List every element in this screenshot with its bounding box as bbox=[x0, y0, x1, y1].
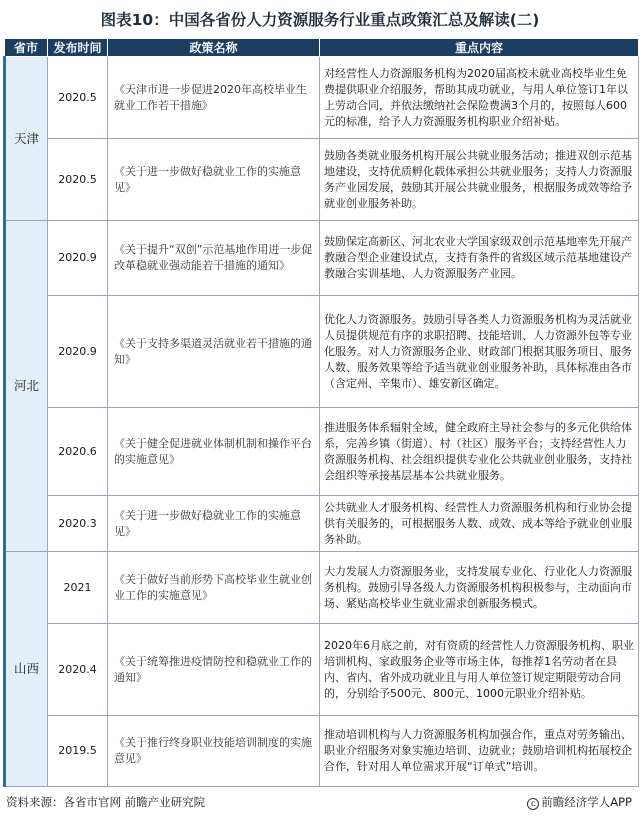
content-cell: 大力发展人力资源服务业，支持发展专业化、行业化人力资源服务机构。鼓励引导各级人力资源服务机构积极参与，主动面向市场、紧贴高校毕业生就业需求创新服务模式。 bbox=[320, 552, 639, 624]
table-row bbox=[5, 57, 639, 139]
header-date: 发布时间 bbox=[48, 39, 108, 57]
province-cell-hebei: 河北 bbox=[5, 221, 48, 552]
date-cell: 2020.6 bbox=[48, 408, 108, 496]
policy-cell: 《关于健全促进就业体制机制和操作平台的实施意见》 bbox=[108, 408, 320, 496]
table-row bbox=[5, 221, 639, 296]
province-cell-shanxi: 山西 bbox=[5, 552, 48, 787]
policy-cell: 《关于进一步做好稳就业工作的实施意见》 bbox=[108, 139, 320, 221]
content-cell: 优化人力资源服务。鼓励引导各类人力资源服务机构为灵活就业人员提供规范有序的求职招聘、技能培训、人力资源外包等专业化服务。对人力资源服务企业、财政部门根据其服务项目、服务人数、服务效果等给予适当就业创业服务补助，具体标准由各市（含定州、辛集市）、雄安新区确定。 bbox=[320, 296, 639, 408]
content-cell: 推进服务体系辐射全域，健全政府主导社会参与的多元化供给体系，完善乡镇（街道）、村（社区）服务平台；支持经营性人力资源服务机构、社会组织提供专业化公共就业创业服务，支持社会组织等承接基层基本公共就业服务。 bbox=[320, 408, 639, 496]
content-cell: 鼓励各类就业服务机构开展公共就业服务活动；推进双创示范基地建设，支持优质孵化载体承担公共就业服务；支持人力资源服务产业园发展，鼓励其开展公共就业服务，根据服务成效等给予就业创业服务补助。 bbox=[320, 139, 639, 221]
date-cell: 2019.5 bbox=[48, 716, 108, 787]
date-cell: 2020.3 bbox=[48, 496, 108, 552]
policy-cell: 《关于提升“双创”示范基地作用进一步促改革稳就业强动能若干措施的通知》 bbox=[108, 221, 320, 296]
table-row bbox=[5, 624, 639, 716]
header-content: 重点内容 bbox=[320, 39, 639, 57]
date-cell: 2021 bbox=[48, 552, 108, 624]
brand-name: 前瞻经济学人APP bbox=[541, 795, 632, 809]
content-cell: 2020年6月底之前，对有资质的经营性人力资源服务机构、职业培训机构、家政服务企业等市场主体，每推荐1名劳动者在县内、省内、省外成功就业且与用人单位签订规定期限劳动合同的，分别给予500元、800元、1000元职业介绍补贴。 bbox=[320, 624, 639, 716]
table-row bbox=[5, 716, 639, 787]
content-cell: 公共就业人才服务机构、经营性人力资源服务机构和行业协会提供有关服务的，可根据服务人数、成效、成本等给予就业创业服务补助。 bbox=[320, 496, 639, 552]
policy-cell: 《关于统筹推进疫情防控和稳就业工作的通知》 bbox=[108, 624, 320, 716]
table-row bbox=[5, 296, 639, 408]
content-cell: 鼓励保定高新区、河北农业大学国家级双创示范基地率先开展产教融合型企业建设试点，支持有条件的省级区域示范基地建设产教融合实训基地、人力资源服务产业园。 bbox=[320, 221, 639, 296]
date-cell: 2020.5 bbox=[48, 139, 108, 221]
content-cell: 推动培训机构与人力资源服务机构加强合作，重点对劳务输出、职业介绍服务对象实施边培训、边就业；鼓励培训机构拓展校企合作，针对用人单位需求开展“订单式”培训。 bbox=[320, 716, 639, 787]
policy-cell: 《关于做好当前形势下高校毕业生就业创业工作的实施意见》 bbox=[108, 552, 320, 624]
table-header-row bbox=[5, 39, 639, 57]
date-cell: 2020.5 bbox=[48, 57, 108, 139]
date-cell: 2020.9 bbox=[48, 221, 108, 296]
date-cell: 2020.9 bbox=[48, 296, 108, 408]
table-row bbox=[5, 552, 639, 624]
header-policy: 政策名称 bbox=[108, 39, 320, 57]
policy-table bbox=[3, 38, 639, 787]
copyright-icon: c bbox=[527, 798, 539, 810]
table-row bbox=[5, 496, 639, 552]
policy-cell: 《天津市进一步促进2020年高校毕业生就业工作若干措施》 bbox=[108, 57, 320, 139]
policy-cell: 《关于进一步做好稳就业工作的实施意见》 bbox=[108, 496, 320, 552]
province-cell-tianjin: 天津 bbox=[5, 57, 48, 221]
table-row bbox=[5, 408, 639, 496]
table-row bbox=[5, 139, 639, 221]
chart-title: 图表10：中国各省份人力资源服务行业重点政策汇总及解读(二) bbox=[100, 11, 540, 29]
date-cell: 2020.4 bbox=[48, 624, 108, 716]
policy-cell: 《关于支持多渠道灵活就业若干措施的通知》 bbox=[108, 296, 320, 408]
header-province: 省市 bbox=[5, 39, 48, 57]
content-cell: 对经营性人力资源服务机构为2020届高校未就业高校毕业生免费提供职业介绍服务，帮助其成功就业，与用人单位签订1年以上劳动合同，并依法缴纳社会保险费满3个月的，按照每人600元的标准，给予人力资源服务机构职业介绍补贴。 bbox=[320, 57, 639, 139]
brand-credit bbox=[527, 792, 632, 812]
source-note: 资料来源：各省市官网 前瞻产业研究院 bbox=[6, 795, 206, 809]
policy-cell: 《关于推行终身职业技能培训制度的实施意见》 bbox=[108, 716, 320, 787]
